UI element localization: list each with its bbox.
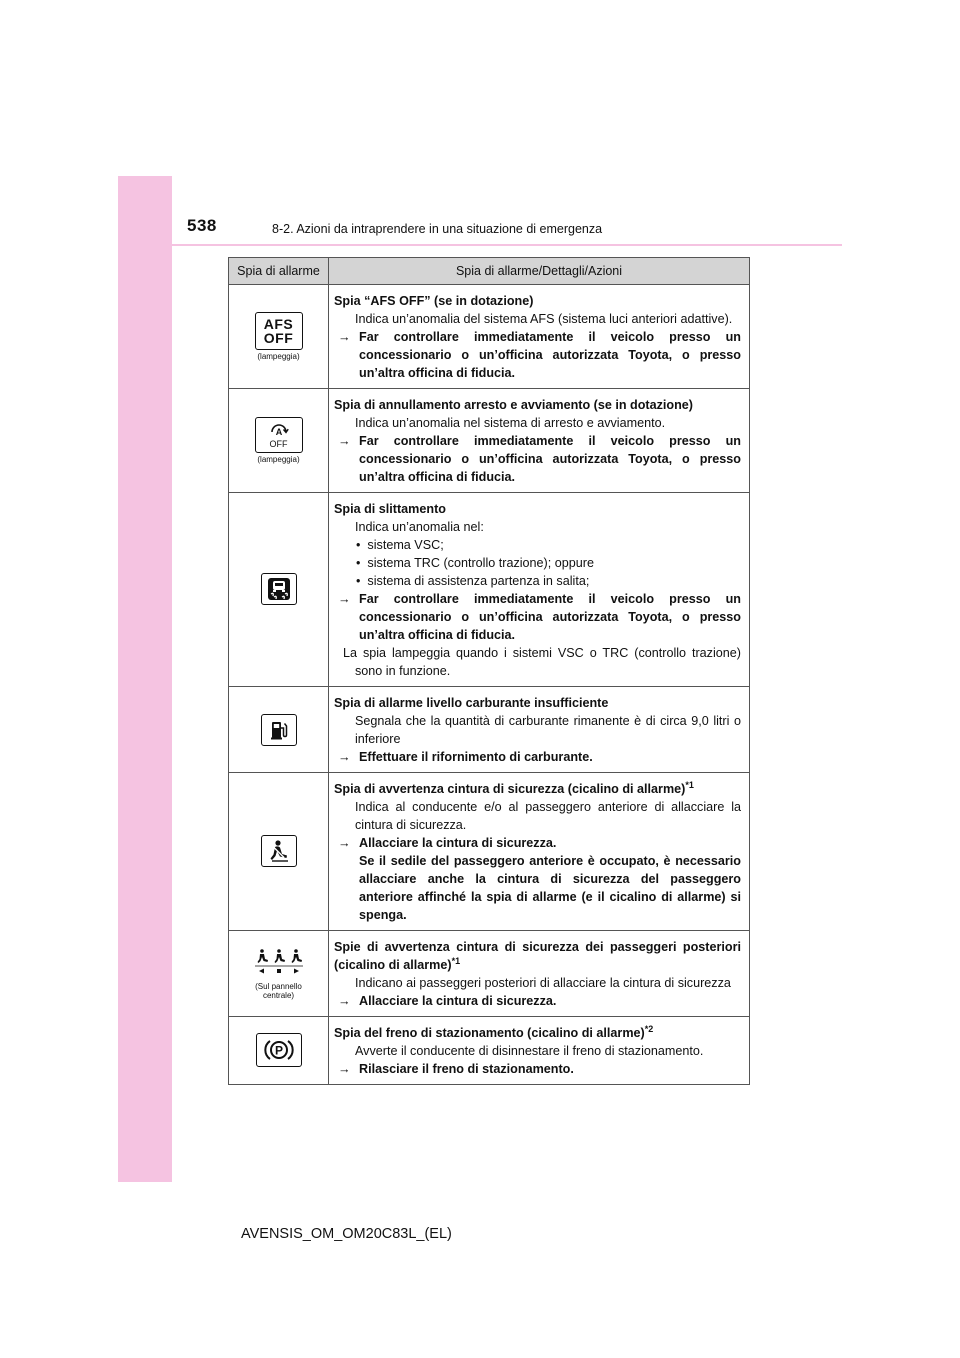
table-row [229,687,750,773]
icon-caption: (lampeggia) [257,352,300,361]
row-title: Spia di annullamento arresto e avviamento (se in dotazione) [334,398,694,412]
row-subnote: Se il sedile del passeggero anteriore è occupato, è necessario allacciare anche la cintura di sicurezza del passeggero anteriore affinché la spia di allarme (e il cicalino di allarme) si spenga. [359,854,741,922]
table-header-row [229,258,750,285]
row-title: Spia di slittamento [334,502,446,516]
arrow-icon: → [338,750,351,764]
rear-seatbelt-triple-icon [252,947,306,977]
bullet-icon: • [356,574,361,588]
row-description: Indica un’anomalia nel sistema di arresto e avviamento. [355,416,666,430]
off-icon-text: OFF [269,438,288,449]
row-description: Indica un’anomalia del sistema AFS (sistema luci anteriori adattive). [355,312,733,326]
arrow-icon: → [338,434,351,448]
parking-brake-p-icon [264,1037,294,1063]
details-cell [329,389,750,493]
page-number: 538 [187,216,217,235]
row-action-text: Far controllare immediatamente il veicolo presso un concessionario o un’officina autorizzata Toyota, o presso un’altra officina di fiducia. [359,434,741,484]
seatbelt-person-icon [267,839,291,863]
rear-seatbelts-icon [252,947,306,982]
icon-cell [229,1017,329,1085]
fuel-pump-icon [261,714,297,746]
arrow-icon: → [338,592,351,606]
stop-start-a-symbol-icon [269,422,289,440]
arrow-icon: → [338,994,351,1008]
row-action-text: Allacciare la cintura di sicurezza. [359,994,557,1008]
row-note: La spia lampeggia quando i sistemi VSC o TRC (controllo trazione) sono in funzione. [343,646,741,678]
row-title-text: Spia del freno di stazionamento (cicalino di allarme) [334,1026,645,1040]
details-cell [329,285,750,389]
section-title: 8-2. Azioni da intraprendere in una situazione di emergenza [272,222,603,236]
table-row [229,493,750,687]
slip-indicator-icon [261,573,297,605]
icon-cell [229,389,329,493]
row-action-text: Rilasciare il freno di stazionamento. [359,1062,574,1076]
fuel-pump-symbol-icon [268,719,290,741]
icon-cell [229,285,329,389]
footnote-marker: *2 [644,1023,654,1034]
details-cell [329,687,750,773]
list-item-text: sistema TRC (controllo trazione); oppure [367,556,594,570]
arrow-icon: → [338,836,351,850]
row-description: Indicano ai passeggeri posteriori di allacciare la cintura di sicurezza [355,976,731,990]
row-action [334,590,741,644]
row-action [334,992,741,1010]
row-action-text: Allacciare la cintura di sicurezza. [359,836,557,850]
details-cell [329,493,750,687]
table-row [229,389,750,493]
icon-cell [229,773,329,931]
row-description: Avverte il conducente di disinnestare il freno di stazionamento. [355,1044,704,1058]
header-rule [172,244,842,246]
bullet-icon: • [356,538,361,552]
bullet-icon: • [356,556,361,570]
off-icon-text: OFF [263,330,294,346]
side-color-band [118,176,172,1182]
column-header-details: Spia di allarme/Dettagli/Azioni [329,258,750,285]
stop-start-off-icon [255,417,303,453]
icon-cell [229,493,329,687]
seatbelt-icon [261,835,297,867]
svg-text:A: A [275,426,282,437]
table-row [229,773,750,931]
icon-caption: (lampeggia) [257,455,300,464]
table-row [229,1017,750,1085]
arrow-icon: → [338,330,351,344]
row-title-text: Spie di avvertenza cintura di sicurezza dei passeggeri posteriori (cicalino di allarme) [334,940,741,972]
row-action [334,1060,741,1078]
list-item [334,572,741,590]
list-item [334,554,741,572]
list-item-text: sistema VSC; [367,538,444,552]
icon-caption: (Sul pannello centrale) [255,982,302,1000]
row-action [334,432,741,486]
row-action-text: Effettuare il rifornimento di carburante. [359,750,593,764]
row-description: Segnala che la quantità di carburante rimanente è di circa 9,0 litri o inferiore [355,714,741,746]
details-cell [329,931,750,1017]
row-title [334,1024,741,1042]
icon-cell [229,931,329,1017]
row-title-text: Spia di avvertenza cintura di sicurezza (cicalino di allarme) [334,782,686,796]
column-header-icon: Spia di allarme [229,258,329,285]
row-title: Spia di allarme livello carburante insufficiente [334,696,609,710]
arrow-icon: → [338,1062,351,1076]
table-row [229,285,750,389]
row-description: Indica al conducente e/o al passeggero anteriore di allacciare la cintura di sicurezza. [355,800,741,832]
afs-off-icon [255,312,303,350]
row-action [334,328,741,382]
footnote-marker: *1 [451,955,461,966]
list-item-text: sistema di assistenza partenza in salita; [367,574,590,588]
afs-icon-text: AFS [263,316,294,332]
list-item [334,536,741,554]
row-action [334,834,741,852]
svg-text:P: P [274,1043,283,1058]
row-action-text: Far controllare immediatamente il veicolo presso un concessionario o un’officina autorizzata Toyota, o presso un’altra officina di fiducia. [359,592,741,642]
table-row [229,931,750,1017]
row-action-text: Far controllare immediatamente il veicolo presso un concessionario o un’officina autorizzata Toyota, o presso un’altra officina di fiducia. [359,330,741,380]
icon-cell [229,687,329,773]
row-title: Spia “AFS OFF” (se in dotazione) [334,294,534,308]
row-title [334,780,741,798]
footer-document-code: AVENSIS_OM_OM20C83L_(EL) [241,1226,452,1242]
parking-brake-icon [256,1033,302,1067]
row-title [334,938,741,974]
footnote-marker: *1 [685,779,694,790]
row-action [334,748,741,766]
details-cell [329,1017,750,1085]
row-description: Indica un’anomalia nel: [355,520,484,534]
details-cell [329,773,750,931]
skidding-car-icon [267,577,291,601]
warning-lights-table [228,257,750,1085]
